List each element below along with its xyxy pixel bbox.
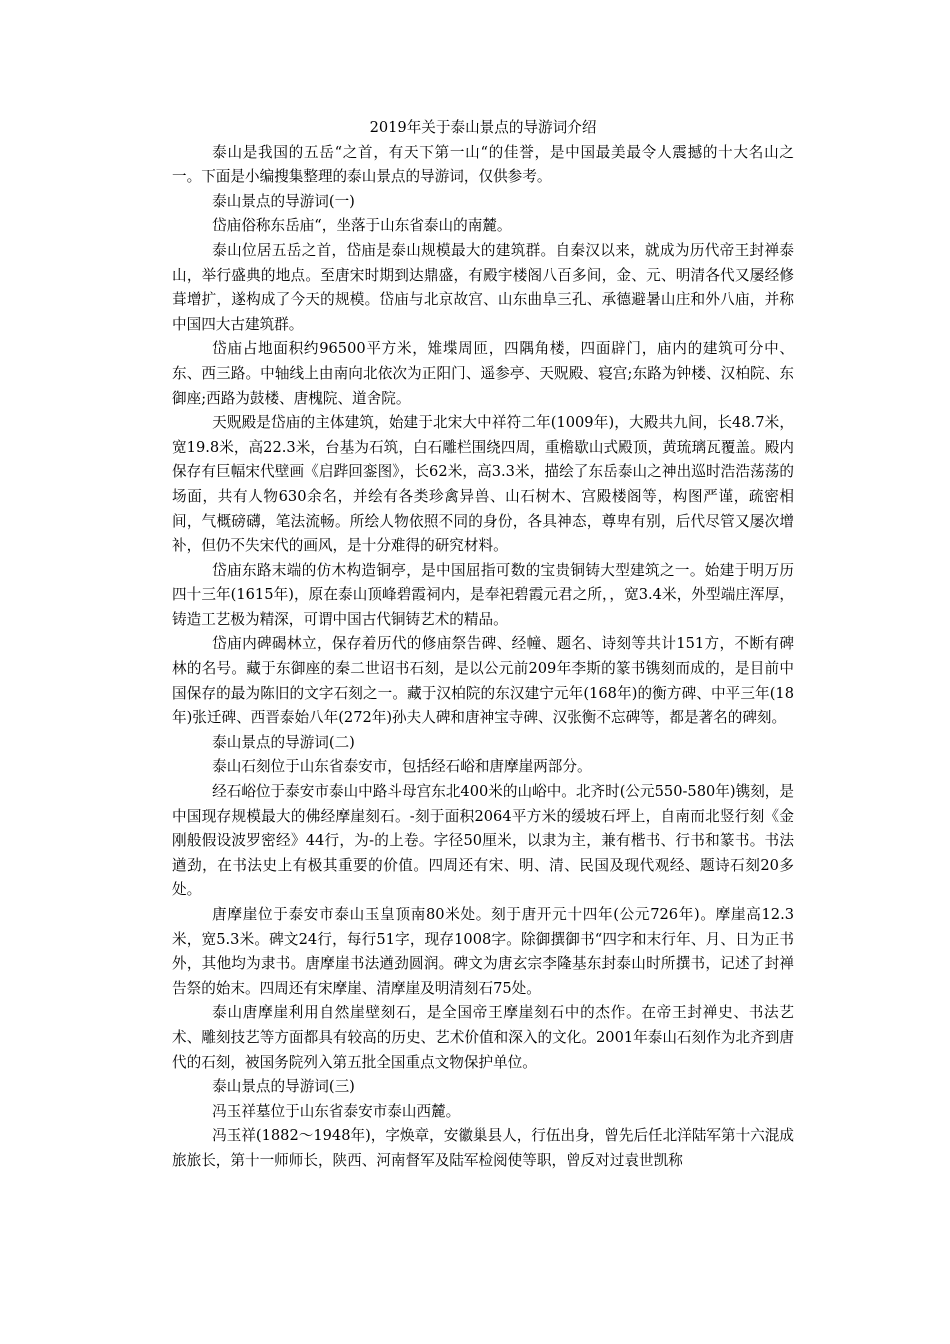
body-paragraph: 岱庙占地面积约96500平方米，雉堞周匝，四隅角楼，四面辟门，庙内的建筑可分中、东、西三路。中轴线上由南向北依次为正阳门、遥参亭、天贶殿、寝宫;东路为钟楼、汉柏院、东御座;西路为鼓楼、唐槐院、道舍院。 [172, 340, 794, 407]
document-title: 2019年关于泰山景点的导游词介绍 [369, 119, 597, 136]
body-paragraph: 泰山石刻位于山东省泰安市，包括经石峪和唐摩崖两部分。 [212, 758, 592, 776]
body-paragraph: 天贶殿是岱庙的主体建筑，始建于北宋大中祥符二年(1009年)，大殿共九间，长48.7米，宽19.8米，高22.3米，台基为石筑，白石雕栏围绕四周，重檐歇山式殿顶，黄琉璃瓦覆盖。殿内保存有巨幅宋代壁画《启跸回銮图》，长62米，高3.3米，描绘了东岳泰山之神出巡时浩浩荡荡的场面，共有人物630余名，并绘有各类珍禽异兽、山石树木、宫殿楼阁等，构图严谨，疏密相间，气概磅礴，笔法流畅。所绘人物依照不同的身份，各具神态，尊卑有别，后代尽管又屡次增补，但仍不失宋代的画风，是十分难得的研究材料。 [172, 414, 794, 555]
section-heading-3: 泰山景点的导游词(三) [212, 1078, 355, 1096]
body-paragraph: 岱庙东路末端的仿木构造铜亭，是中国屈指可数的宝贵铜铸大型建筑之一。始建于明万历四十三年(1615年)，原在泰山顶峰碧霞祠内，是奉祀碧霞元君之所，，宽3.4米，外型端庄浑厚，铸造工艺极为精深，可谓中国古代铜铸艺术的精品。 [172, 561, 794, 628]
body-paragraph: 岱庙内碑碣林立，保存着历代的修庙祭告碑、经幢、题名、诗刻等共计151方，不断有碑林的名号。藏于东御座的秦二世诏书石刻，是以公元前209年李斯的篆书镌刻而成的，是目前中国保存的最为陈旧的文字石刻之一。藏于汉柏院的东汉建宁元年(168年)的衡方碑、中平三年(18年)张迁碑、西晋泰始八年(272年)孙夫人碑和唐神宝寺碑、汉张衡不忘碑等，都是著名的碑刻。 [172, 635, 794, 727]
document-page [172, 116, 794, 1174]
body-paragraph: 冯玉祥(1882～1948年)，字焕章，安徽巢县人，行伍出身，曾先后任北洋陆军第十六混成旅旅长，第十一师师长，陕西、河南督军及陆军检阅使等职，曾反对过袁世凯称 [172, 1127, 794, 1169]
intro-paragraph: 泰山是我国的五岳“之首，有天下第一山“的佳誉，是中国最美最令人震撼的十大名山之一。下面是小编搜集整理的泰山景点的导游词，仅供参考。 [172, 143, 794, 186]
body-paragraph: 冯玉祥墓位于山东省泰安市泰山西麓。 [212, 1102, 461, 1120]
body-paragraph: 泰山位居五岳之首，岱庙是泰山规模最大的建筑群。自秦汉以来，就成为历代帝王封禅泰山，举行盛典的地点。至唐宋时期到达鼎盛，有殿宇楼阁八百多间，金、元、明清各代又屡经修葺增扩，遂构成了今天的规模。岱庙与北京故宫、山东曲阜三孔、承德避暑山庄和外八庙，并称中国四大古建筑群。 [172, 241, 794, 333]
section-heading-1: 泰山景点的导游词(一) [212, 192, 355, 210]
section-heading-2: 泰山景点的导游词(二) [212, 733, 355, 751]
body-paragraph: 唐摩崖位于泰安市泰山玉皇顶南80米处。刻于唐开元十四年(公元726年)。摩崖高12.3米，宽5.3米。碑文24行，每行51字，现存1008字。除御撰御书“四字和末行年、月、日为正书外，其他均为隶书。唐摩崖书法遒劲圆润。碑文为唐玄宗李隆基东封泰山时所撰书，记述了封禅告祭的始末。四周还有宋摩崖、清摩崖及明清刻石75处。 [172, 906, 794, 997]
body-paragraph: 泰山唐摩崖利用自然崖壁刻石，是全国帝王摩崖刻石中的杰作。在帝王封禅史、书法艺术、雕刻技艺等方面都具有较高的历史、艺术价值和深入的文化。2001年泰山石刻作为北齐到唐代的石刻，被国务院列入第五批全国重点文物保护单位。 [172, 1004, 794, 1071]
body-paragraph: 经石峪位于泰安市泰山中路斗母宫东北400米的山峪中。北齐时(公元550-580年)镌刻，是中国现存规模最大的佛经摩崖刻石。-刻于面积2064平方米的缓坡石坪上，自南而北竖行刻《金刚般假设波罗密经》44行，为-的上卷。字径50厘米，以隶为主，兼有楷书、行书和篆书。书法遒劲，在书法史上有极其重要的价值。四周还有宋、明、清、民国及现代观经、题诗石刻20多处。 [172, 783, 794, 899]
body-paragraph: 岱庙俗称东岳庙“，坐落于山东省泰山的南麓。 [212, 217, 512, 235]
